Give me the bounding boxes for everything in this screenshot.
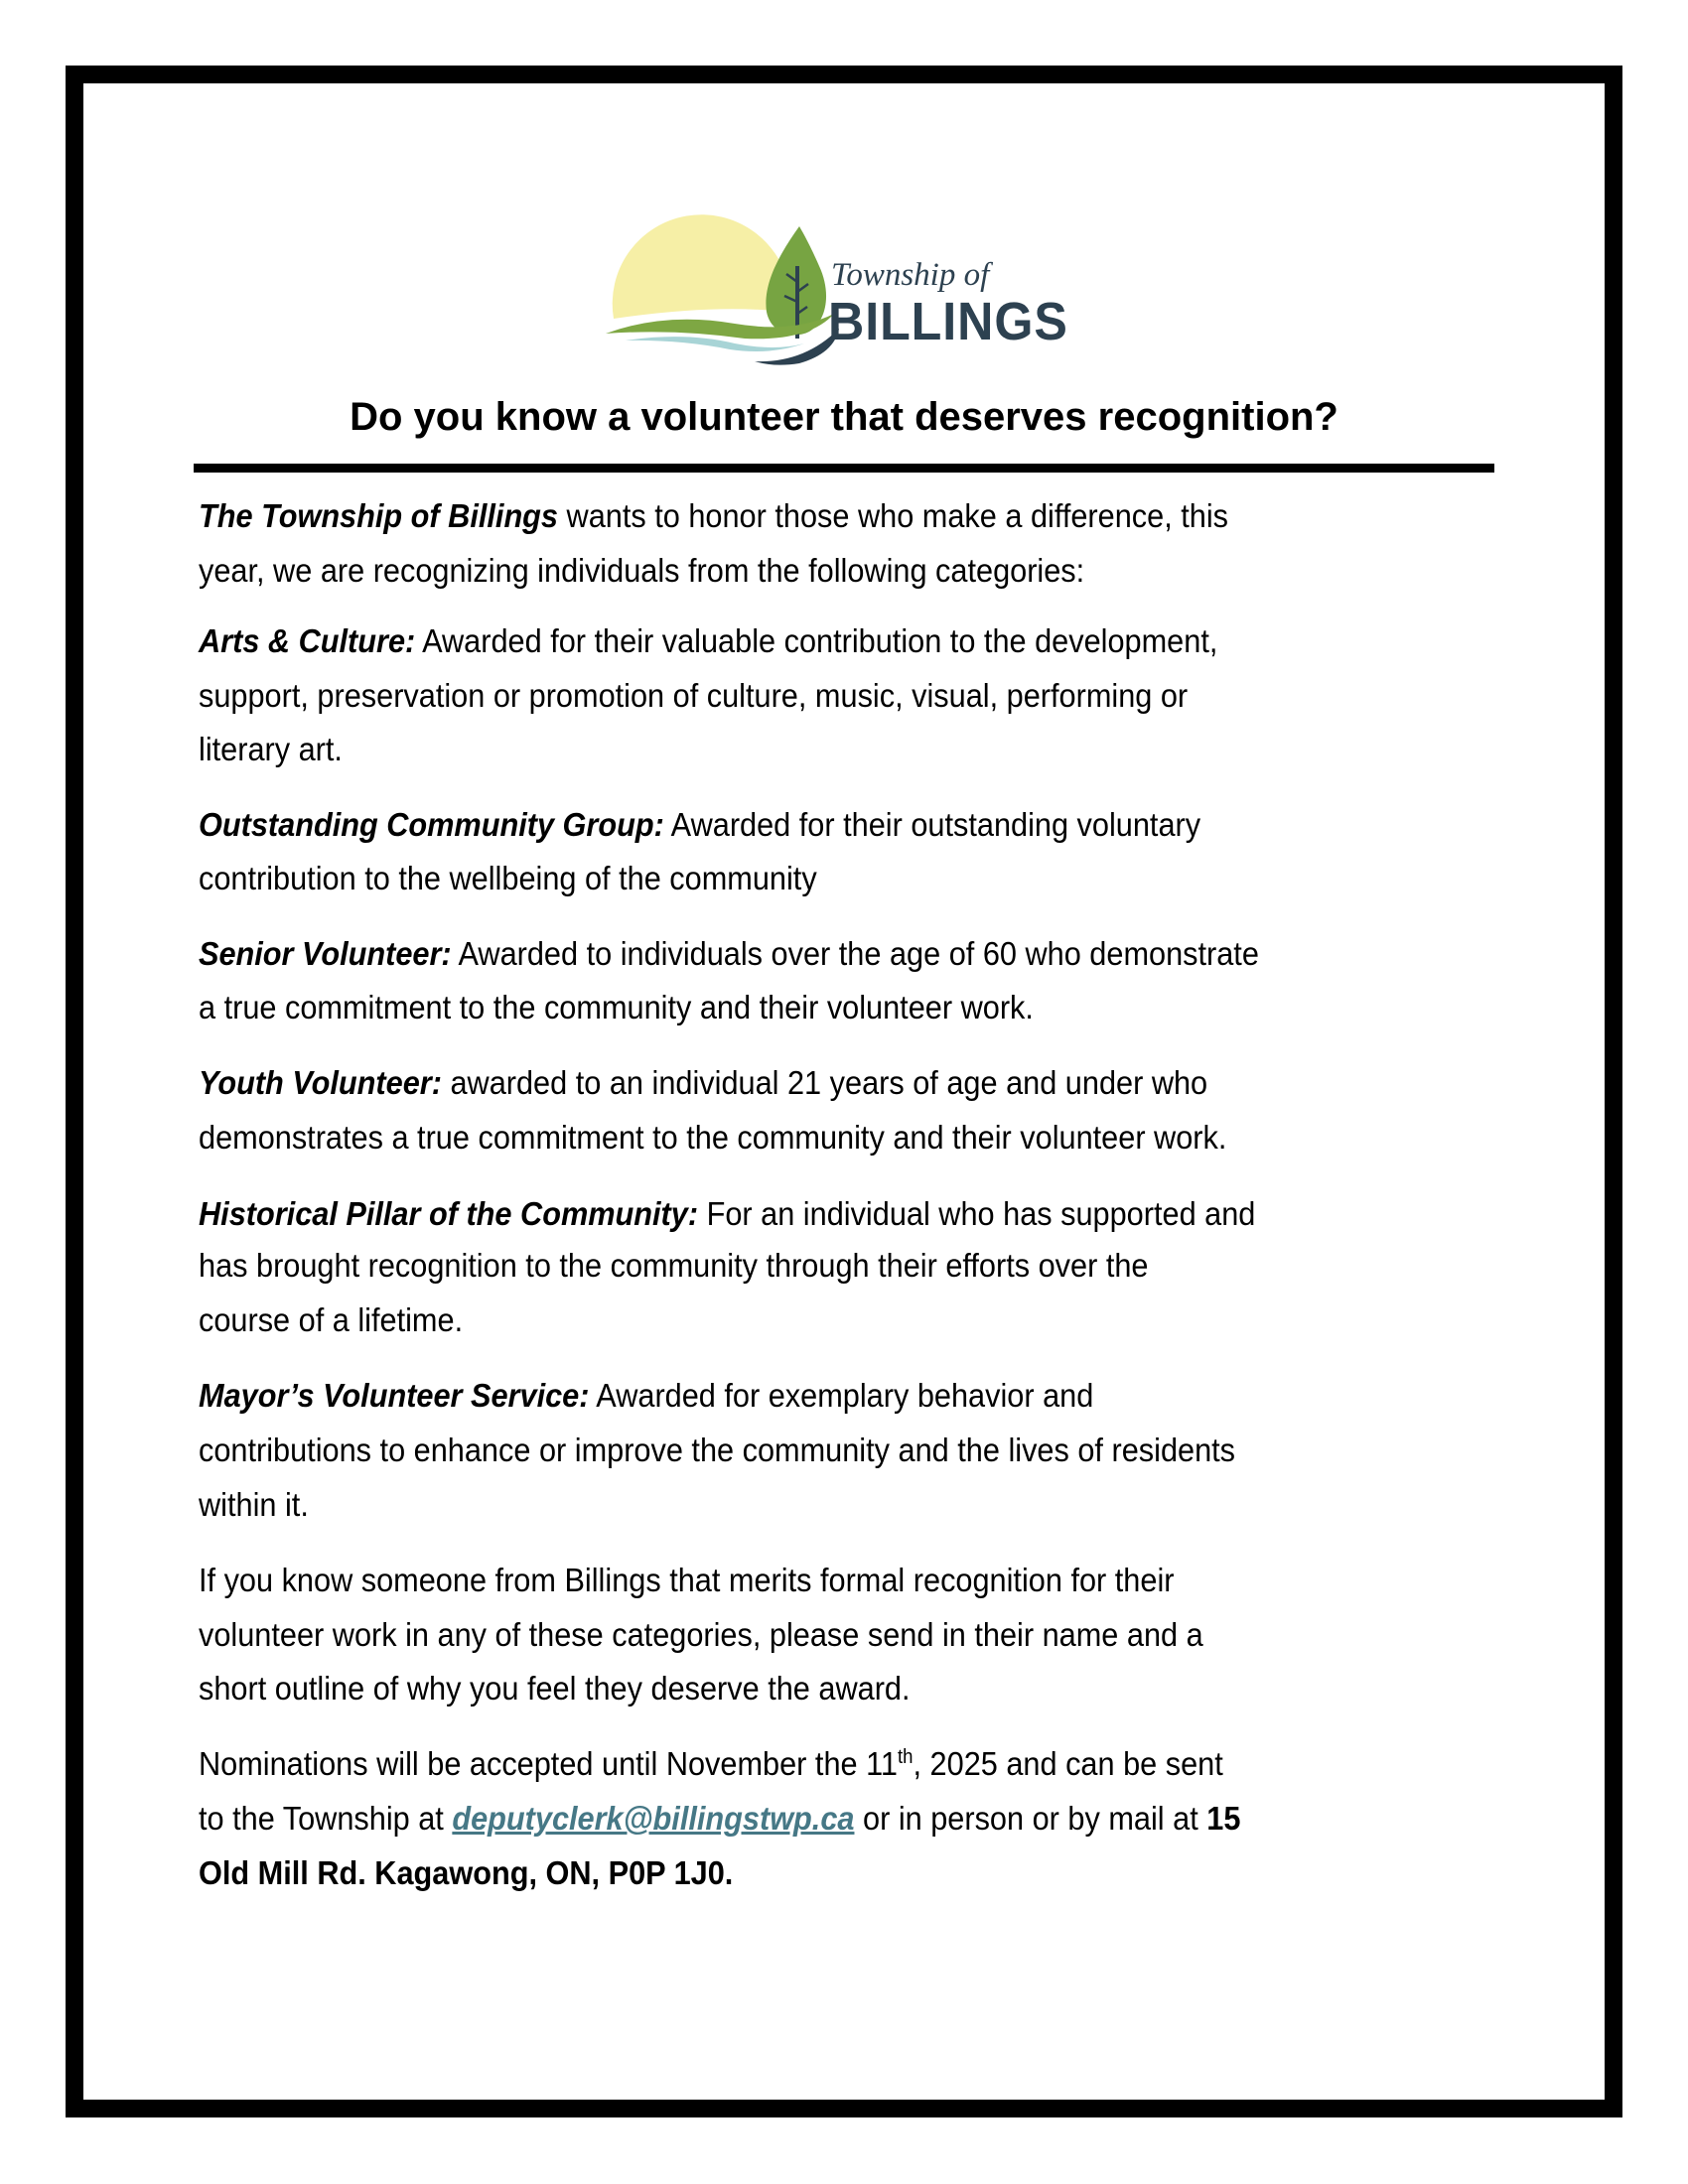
category-youth-volunteer: Youth Volunteer: awarded to an individual 21 years of age and under who <box>199 1064 1208 1101</box>
logo-text-township-of: Township of <box>831 257 990 293</box>
ordinal-suffix: th <box>897 1746 914 1768</box>
category-line: literary art. <box>199 731 343 767</box>
category-name: Arts & Culture: <box>199 622 416 659</box>
township-logo <box>596 195 1082 365</box>
category-line: course of a lifetime. <box>199 1301 464 1338</box>
category-arts-culture: Arts & Culture: Awarded for their valuable contribution to the development, <box>199 622 1218 659</box>
category-name: Historical Pillar of the Community: <box>199 1195 699 1232</box>
email-link[interactable]: deputyclerk@billingstwp.ca <box>452 1800 855 1837</box>
category-name: Youth Volunteer: <box>199 1064 442 1101</box>
category-senior-volunteer: Senior Volunteer: Awarded to individuals over the age of 60 who demonstrate <box>199 935 1259 972</box>
intro-paragraph-line: The Township of Billings wants to honor those who make a difference, this <box>199 497 1229 534</box>
category-name: Outstanding Community Group: <box>199 806 664 843</box>
title-divider <box>194 464 1494 473</box>
category-name: Mayor’s Volunteer Service: <box>199 1377 590 1414</box>
category-line: demonstrates a true commitment to the community and their volunteer work. <box>199 1119 1227 1156</box>
closing-paragraph-line: If you know someone from Billings that merits formal recognition for their <box>199 1562 1175 1598</box>
nominations-line: Nominations will be accepted until November the 11th, 2025 and can be sent <box>199 1745 1223 1782</box>
nominations-line: to the Township at deputyclerk@billingstwp.ca or in person or by mail at 15 <box>199 1800 1241 1837</box>
page-title: Do you know a volunteer that deserves recognition? <box>350 395 1338 439</box>
logo-text-billings: BILLINGS <box>828 292 1068 351</box>
intro-lead: The Township of Billings <box>199 497 559 534</box>
address-number: 15 <box>1206 1800 1241 1837</box>
category-line: contributions to enhance or improve the community and the lives of residents <box>199 1432 1236 1468</box>
category-outstanding-community-group: Outstanding Community Group: Awarded for their outstanding voluntary <box>199 806 1201 843</box>
category-line: a true commitment to the community and their volunteer work. <box>199 989 1034 1025</box>
closing-paragraph-line: volunteer work in any of these categories, please send in their name and a <box>199 1616 1203 1653</box>
intro-paragraph-line: year, we are recognizing individuals from the following categories: <box>199 552 1085 589</box>
category-name: Senior Volunteer: <box>199 935 452 972</box>
category-historical-pillar: Historical Pillar of the Community: For an individual who has supported and <box>199 1195 1256 1232</box>
category-line: within it. <box>199 1486 309 1523</box>
closing-paragraph-line: short outline of why you feel they deserve the award. <box>199 1670 911 1706</box>
category-mayors-volunteer-service: Mayor’s Volunteer Service: Awarded for exemplary behavior and <box>199 1377 1094 1414</box>
address-line: Old Mill Rd. Kagawong, ON, P0P 1J0. <box>199 1854 734 1891</box>
category-line: has brought recognition to the community through their efforts over the <box>199 1247 1149 1284</box>
category-line: support, preservation or promotion of culture, music, visual, performing or <box>199 677 1189 714</box>
category-line: contribution to the wellbeing of the community <box>199 860 817 896</box>
